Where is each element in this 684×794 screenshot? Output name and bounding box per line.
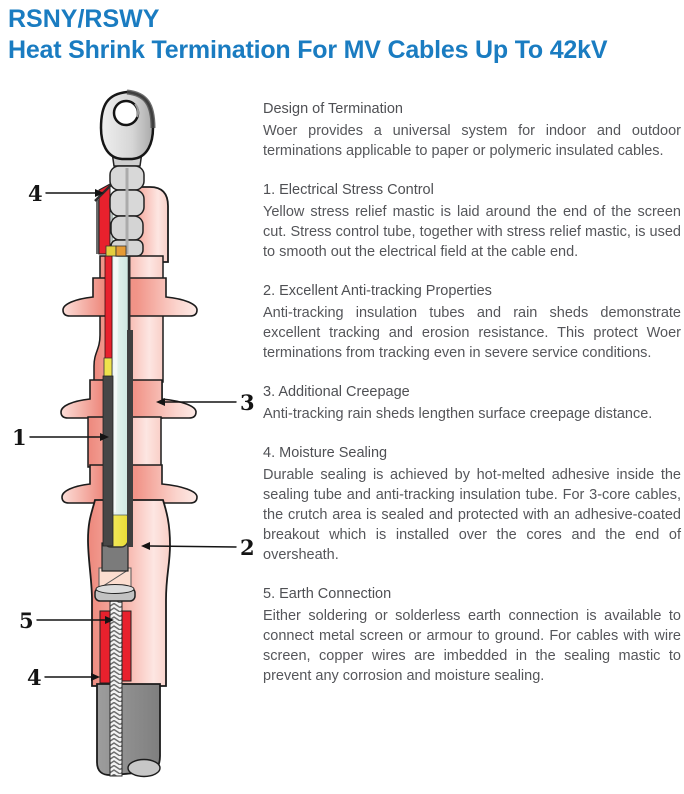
product-code: RSNY/RSWY	[8, 5, 160, 33]
section-earth-connection	[263, 584, 681, 686]
spring-clamp-top	[96, 585, 134, 594]
section-body: Durable sealing is achieved by hot-melted adhesive inside the sealing tube and anti-tracking insulation tube. For 3-core cables, the crutch area is sealed and protected with an adhesive-coated breakout which is installed over the cores and the end of oversheath.	[263, 467, 681, 563]
section-body: Woer provides a universal system for indoor and outdoor terminations applicable to paper or polymeric insulated cables.	[263, 123, 681, 159]
page-title: Heat Shrink Termination For MV Cables Up To 42kV	[8, 36, 608, 64]
section-heading: 5. Earth Connection	[263, 586, 392, 602]
callout-4-top	[28, 181, 104, 206]
callout-2-label: 2	[240, 535, 255, 560]
termination-diagram	[0, 88, 260, 789]
cutaway-layers	[103, 208, 133, 547]
callout-5-label: 5	[19, 608, 34, 633]
earth-braid	[110, 600, 122, 776]
termination-cutaway-illustration	[0, 88, 260, 789]
section-body: Anti-tracking insulation tubes and rain sheds demonstrate excellent tracking and erosion resistance. This protect Woer terminations from tracking even in severe service conditions.	[263, 305, 681, 361]
section-body: Anti-tracking rain sheds lengthen surface creepage distance.	[263, 406, 653, 422]
section-design-of-termination	[263, 99, 681, 161]
callout-3-label: 3	[240, 390, 255, 415]
stress-control-tube-strip	[105, 256, 112, 364]
section-anti-tracking-properties	[263, 281, 681, 363]
section-electrical-stress-control	[263, 180, 681, 262]
section-heading: 4. Moisture Sealing	[263, 445, 388, 461]
section-body: Yellow stress relief mastic is laid around the end of the screen cut. Stress control tube, together with stress relief mastic, is used to smooth out the electrical field at the cable end.	[263, 204, 681, 260]
metallic-screen-strip	[103, 376, 113, 546]
section-heading: 1. Electrical Stress Control	[263, 182, 434, 198]
cable-end	[97, 684, 160, 777]
section-moisture-sealing	[263, 443, 681, 565]
cable-core-end	[128, 760, 160, 777]
sealing-mastic-bottom-right	[122, 611, 131, 681]
mastic-bit-yellow	[106, 246, 116, 256]
section-heading: 3. Additional Creepage	[263, 384, 410, 400]
section-heading: Design of Termination	[263, 101, 403, 117]
section-body: Either soldering or solderless earth connection is available to connect metal screen or armour to ground. For cables with wire screen, copper wires are imbedded in the sealing mastic to prevent any corrosion and moisture sealing.	[263, 608, 681, 684]
section-additional-creepage	[263, 382, 681, 424]
callout-4-bottom-label: 4	[27, 665, 42, 690]
callout-4-bottom	[27, 665, 100, 690]
section-heading: 2. Excellent Anti-tracking Properties	[263, 283, 492, 299]
mastic-bit-orange	[116, 246, 126, 256]
screen-cut-edge-right	[127, 330, 133, 547]
callout-1-label: 1	[12, 425, 27, 450]
description-column	[263, 99, 681, 705]
callout-4-top-label: 4	[28, 181, 43, 206]
page-header	[8, 4, 678, 66]
